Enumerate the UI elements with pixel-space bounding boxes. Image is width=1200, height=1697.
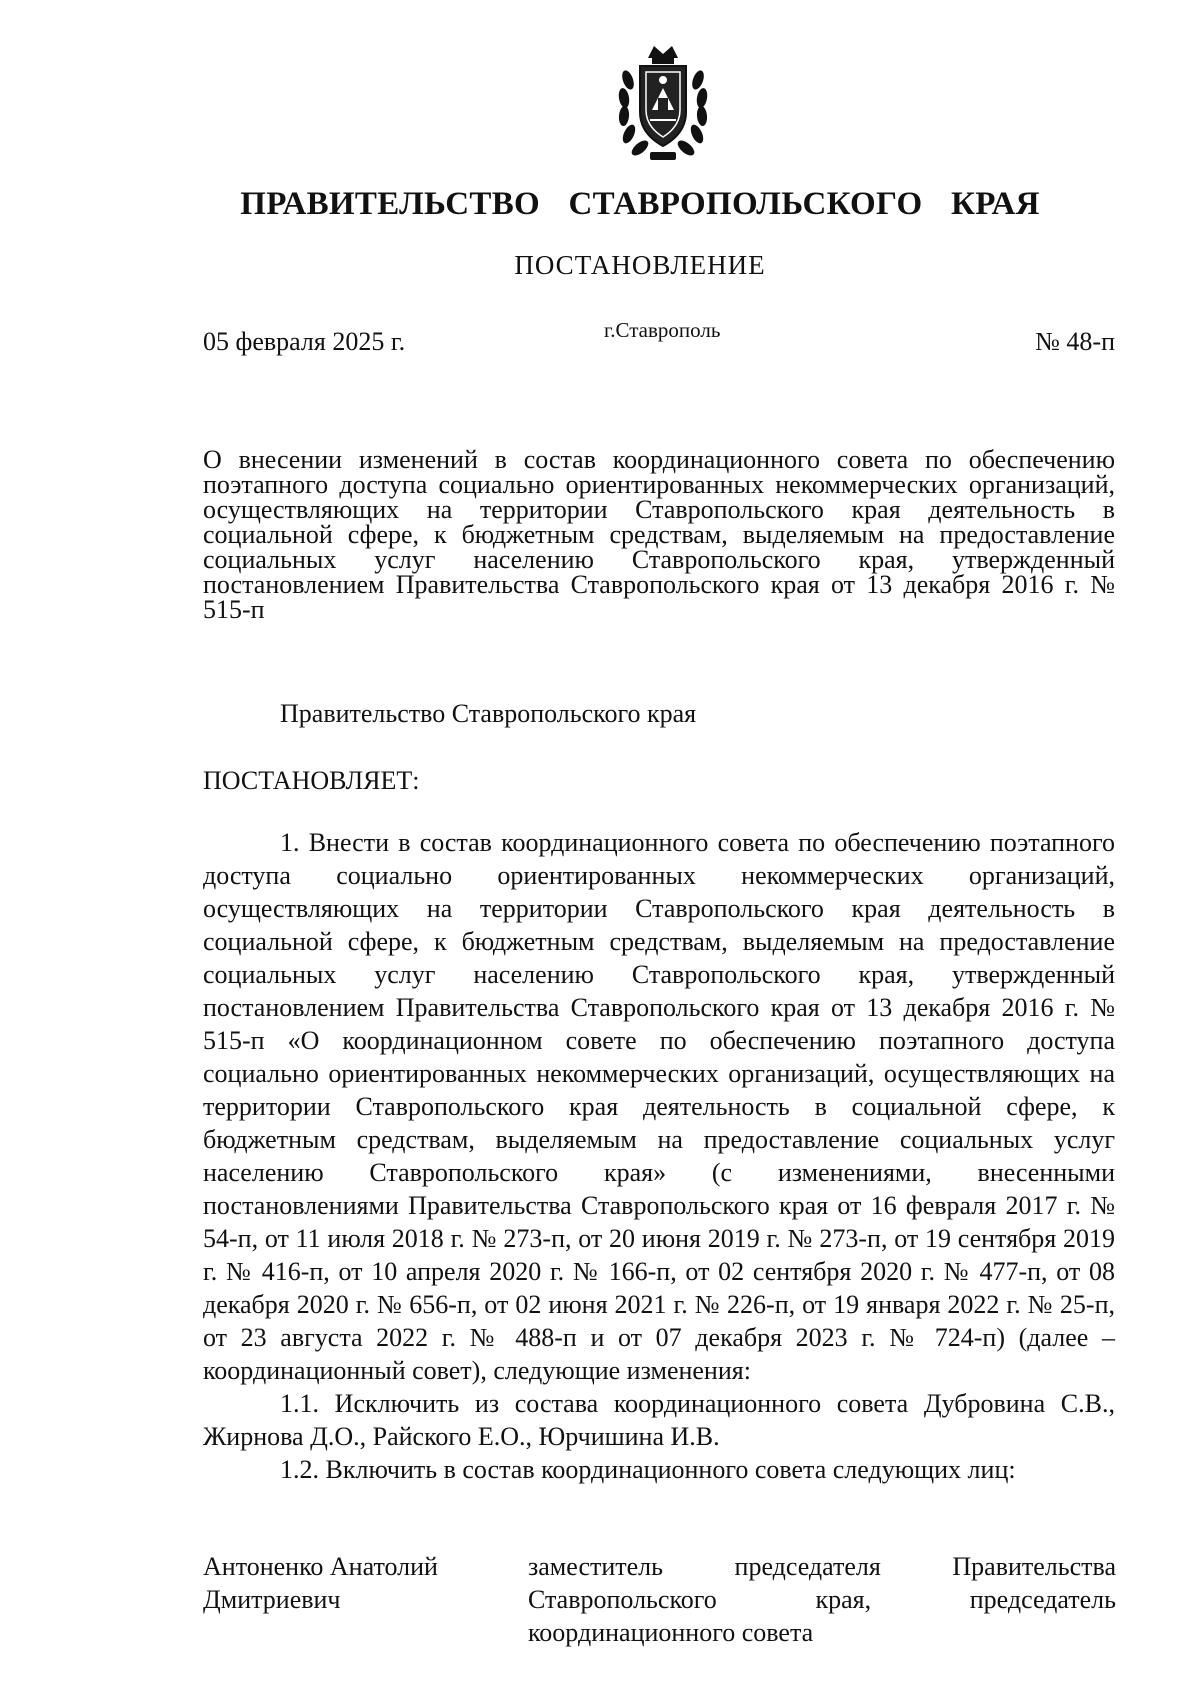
paragraph-1-2: 1.2. Включить в состав координационного совета следующих лиц: [280,1455,1016,1484]
coat-of-arms-icon [614,40,712,164]
decree-word: ПОСТАНОВЛЯЕТ: [203,766,420,795]
document-body [203,826,1115,1486]
document-subject: О внесении изменений в состав координационного совета по обеспечению поэтапного доступа социально ориентированных некоммерческих организаций, осуществляющих на территории Ставропольского края деятельность в социальной сфере, к бюджетным средствам, выделяемым на предоставление социальных услуг населению Ставропольского края, утвержденный постановлением Правительства Ставропольского края от 13 декабря 2016 г. № 515-п [203,445,1115,624]
member-name-line-2: Дмитриевич [203,1585,341,1614]
paragraph-1: 1. Внести в состав координационного совета по обеспечению поэтапного доступа социально ориентированных некоммерческих организаций, осуществляющих на территории Ставропольского края деятельность в социальной сфере, к бюджетным средствам, выделяемым на предоставление социальных услуг населению Ставропольского края, утвержденный постановлением Правительства Ставропольского края от 13 декабря 2016 г. № 515-п «О координационном совете по обеспечению поэтапного доступа социально ориентированных некоммерческих организаций, осуществляющих на территории Ставропольского края деятельность в социальной сфере, к бюджетным средствам, выделяемым на предоставление социальных услуг населению Ставропольского края» (с изменениями, внесенными постановлениями Правительства Ставропольского края от 16 февраля 2017 г. № 54-п, от 11 июля 2018 г. № 273-п, от 20 июня 2019 г. № 273-п, от 19 сентября 2019 г. № 416-п, от 10 апреля 2020 г. № 166-п, от 02 сентября 2020 г. № 477-п, от 08 декабря 2020 г. № 656-п, от 02 июня 2021 г. № 226-п, от 19 января 2022 г. № 25-п, от 23 августа 2022 г. № 488-п и от 07 декабря 2023 г. № 724-п) (далее – координационный совет), следующие изменения: [203,828,1115,1385]
document-number: № 48-п [1035,327,1115,356]
document-type: ПОСТАНОВЛЕНИЕ [514,250,766,280]
member-role: заместитель председателя Правительства Ставропольского края, председатель координационного совета [528,1552,1116,1647]
document-city: г.Ставрополь [604,318,721,342]
paragraph-1-1: 1.1. Исключить из состава координационного совета Дубровина С.В., Жирнова Д.О., Райского Е.О., Юрчишина И.В. [203,1389,1115,1451]
organization-title: ПРАВИТЕЛЬСТВО СТАВРОПОЛЬСКОГО КРАЯ [240,186,1040,222]
enacting-body: Правительство Ставропольского края [280,699,697,728]
document-date: 05 февраля 2025 г. [203,327,406,356]
member-name [203,1550,503,1616]
member-name-line-1: Антоненко Анатолий [203,1552,438,1581]
